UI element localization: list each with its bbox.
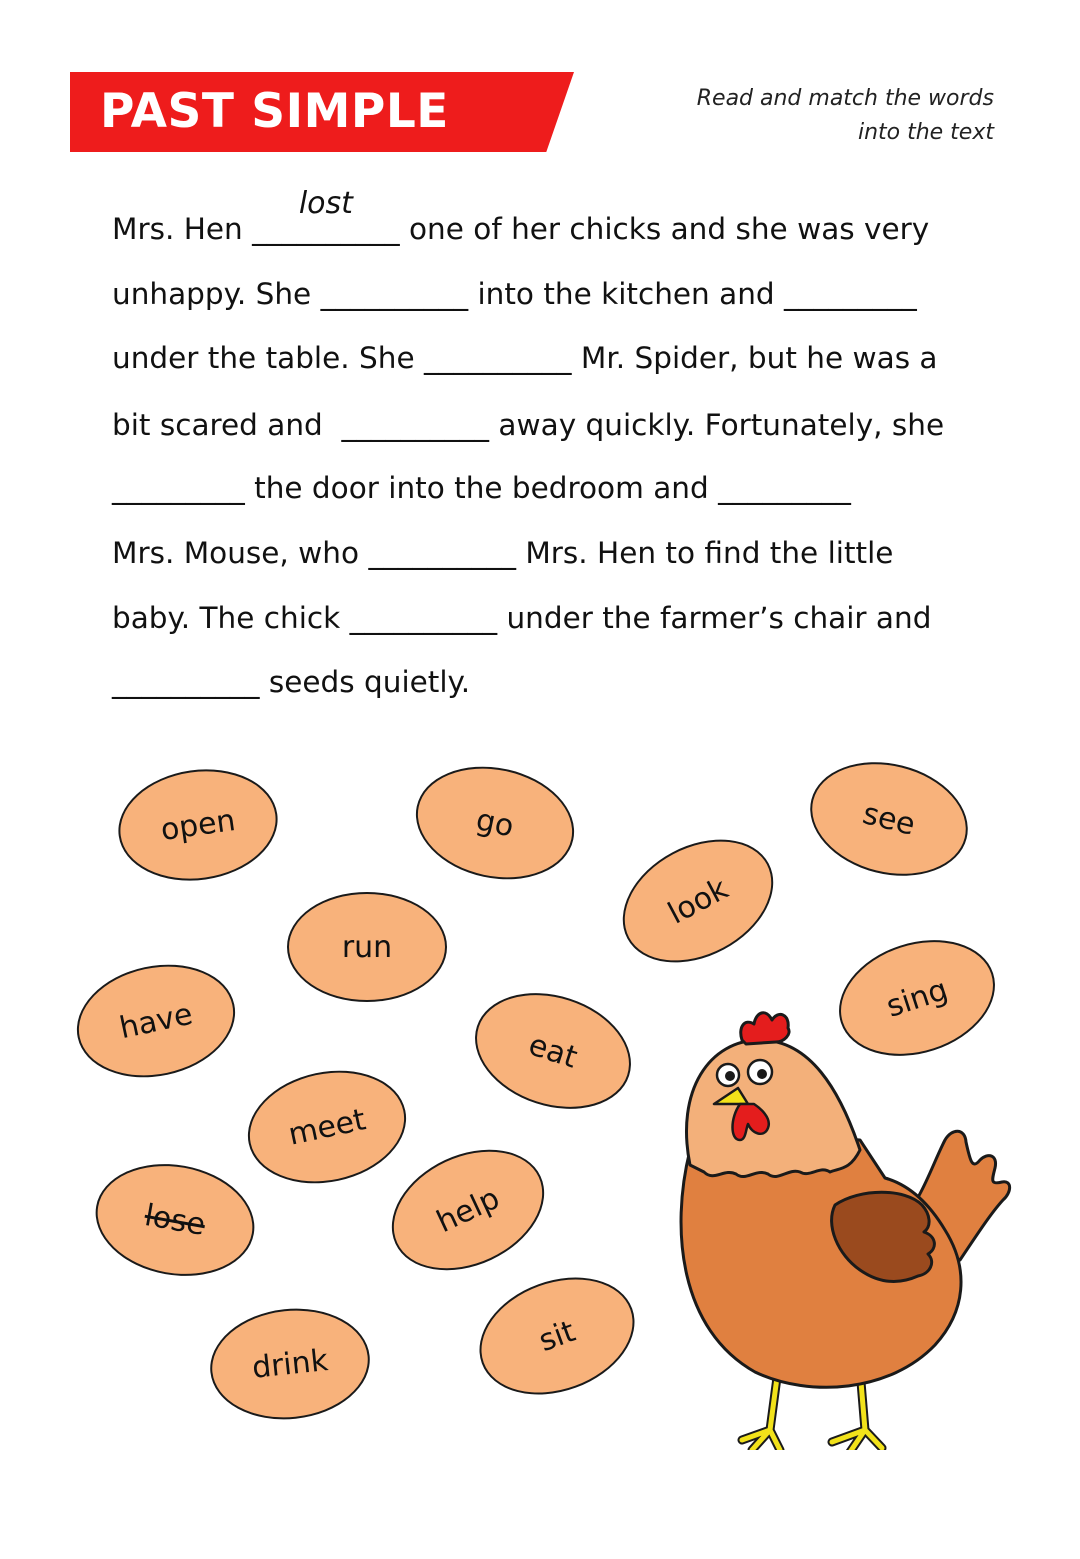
blank-line: __________ (252, 212, 400, 246)
word-egg-label: see (859, 795, 919, 843)
passage-line (112, 665, 470, 699)
answer-blank[interactable] (424, 341, 572, 375)
passage-text: Mrs. Hen to find the little (515, 536, 894, 570)
word-egg-label: sit (534, 1313, 580, 1359)
passage-text: Mrs. Mouse, who (112, 536, 369, 570)
passage-line (112, 536, 893, 570)
word-egg-look[interactable] (602, 815, 795, 987)
word-egg-open[interactable] (111, 759, 285, 890)
passage-line (112, 186, 930, 246)
answer-blank[interactable] (112, 665, 260, 699)
blank-line: __________ (341, 408, 490, 442)
answer-blank[interactable] (784, 277, 917, 311)
passage-text: Mr. Spider, but he was a (571, 341, 938, 375)
answer-blank[interactable] (342, 408, 490, 442)
word-egg-label: run (341, 929, 393, 965)
blank-line: _________ (112, 471, 245, 505)
passage-text: unhappy. She (112, 277, 321, 311)
answer-blank[interactable] (112, 471, 245, 505)
hen-head (686, 1040, 860, 1177)
passage-text: under the farmer’s chair and (497, 601, 932, 635)
word-egg-label: go (473, 801, 517, 845)
passage-text: Mrs. Hen (112, 212, 253, 246)
answer-blank[interactable] (252, 186, 400, 246)
blank-line: __________ (112, 665, 260, 699)
passage-text: away quickly. Fortunately, she (489, 408, 945, 442)
passage-line (112, 408, 944, 442)
page-title: PAST SIMPLE (100, 84, 449, 139)
word-egg-label: look (662, 870, 734, 932)
passage-text: one of her chicks and she was very (399, 212, 930, 246)
passage-text: into the kitchen and (468, 277, 784, 311)
hen-comb (741, 1013, 789, 1044)
word-egg-lose[interactable] (87, 1152, 264, 1288)
blank-line: __________ (368, 536, 516, 570)
word-egg-label: help (431, 1180, 505, 1240)
word-egg-see[interactable] (798, 746, 980, 891)
word-egg-go[interactable] (405, 753, 584, 894)
filled-answer: lost (298, 186, 353, 221)
passage-line (112, 601, 931, 635)
blank-line: __________ (423, 341, 572, 375)
passage-line (112, 471, 851, 505)
passage-text: bit scared and (112, 408, 342, 442)
instructions-text: Read and match the words into the text (696, 86, 994, 145)
passage-text: the door into the bedroom and (244, 471, 719, 505)
word-egg-sit[interactable] (463, 1257, 651, 1415)
word-egg-label: open (158, 802, 238, 848)
answer-blank[interactable] (718, 471, 851, 505)
word-egg-label: lose (142, 1197, 208, 1243)
passage-text: under the table. She (112, 341, 424, 375)
word-egg-have[interactable] (66, 951, 245, 1092)
hen-illustration (660, 1000, 1020, 1450)
passage-text: seeds quietly. (259, 665, 471, 699)
blank-line: _________ (718, 471, 851, 505)
passage-line (112, 341, 938, 375)
word-egg-label: eat (524, 1026, 582, 1076)
word-egg-drink[interactable] (205, 1301, 376, 1427)
blank-line: __________ (349, 601, 498, 635)
word-egg-label: sing (882, 971, 952, 1025)
word-egg-help[interactable] (372, 1126, 563, 1293)
blank-line: _________ (784, 277, 917, 311)
word-egg-label: have (116, 996, 196, 1046)
word-egg-eat[interactable] (460, 974, 646, 1128)
word-egg-run[interactable] (287, 892, 447, 1002)
answer-blank[interactable] (368, 536, 516, 570)
answer-blank[interactable] (321, 277, 469, 311)
word-egg-meet[interactable] (237, 1057, 416, 1198)
word-egg-label: drink (250, 1342, 330, 1386)
passage-text: baby. The chick (112, 601, 350, 635)
passage-line (112, 277, 917, 311)
word-egg-label: meet (285, 1101, 369, 1153)
answer-blank[interactable] (350, 601, 498, 635)
blank-line: __________ (320, 277, 469, 311)
